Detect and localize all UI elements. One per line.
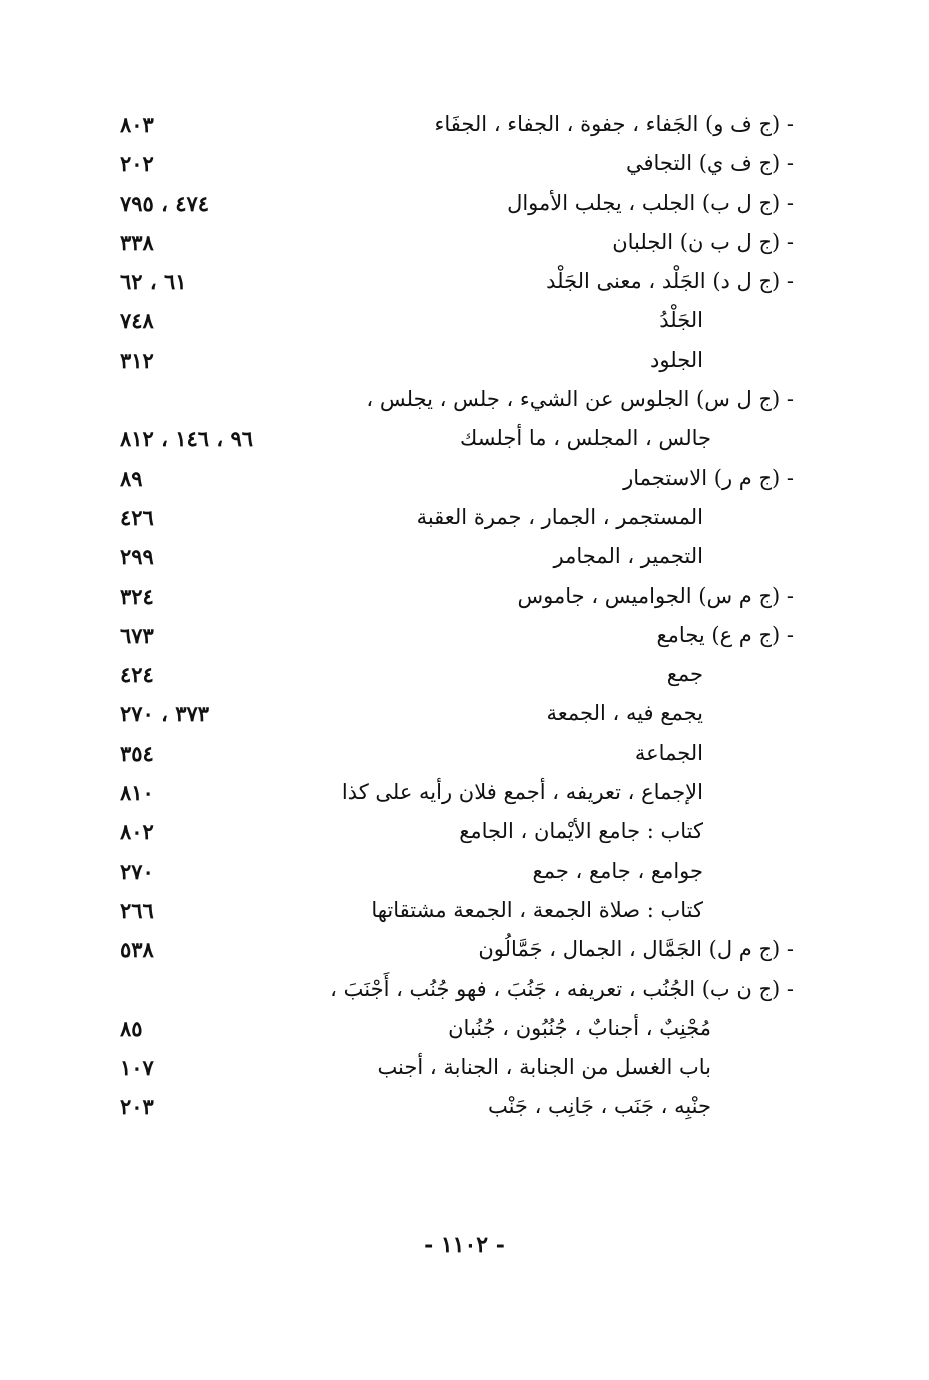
index-entry: [0, 812, 929, 851]
index-entries: [0, 105, 929, 1127]
entry-pages: ٢٠٢: [120, 151, 154, 177]
entry-text: مُجْنِبٌ ، أجنابٌ ، جُنُبُون ، جُنُبان: [448, 1015, 711, 1040]
entry-text: - (ج م ع) يجامع: [656, 622, 794, 647]
entry-text: جمع: [666, 662, 703, 687]
entry-text: باب الغسل من الجنابة ، الجنابة ، أجنب: [377, 1055, 711, 1080]
entry-pages: ١٠٧: [120, 1055, 154, 1081]
index-entry: [0, 105, 929, 144]
entry-text: جالس ، المجلس ، ما أجلسك: [460, 426, 711, 451]
index-entry: [0, 144, 929, 183]
entry-text: - (ج م س) الجواميس ، جاموس: [517, 583, 794, 608]
entry-pages: ٦١ ، ٦٢: [120, 269, 187, 295]
entry-pages: ٦٧٣: [120, 622, 154, 648]
index-entry: [0, 301, 929, 340]
entry-pages: ٢٧٠: [120, 858, 154, 884]
index-entry: [0, 773, 929, 812]
entry-text: المستجمر ، الجمار ، جمرة العقبة: [416, 504, 703, 529]
entry-pages: ٧٤٨: [120, 308, 154, 334]
entry-text: - (ج ل ب) الجلب ، يجلب الأموال: [507, 190, 794, 215]
index-entry: [0, 419, 929, 458]
index-entry: [0, 655, 929, 694]
entry-pages: ٩٦ ، ١٤٦ ، ٨١٢: [120, 426, 254, 452]
entry-pages: ٣٧٣ ، ٢٧٠: [120, 701, 210, 727]
index-entry: [0, 616, 929, 655]
entry-text: - (ج م ر) الاستجمار: [623, 465, 794, 490]
entry-pages: ٨٩: [120, 465, 143, 491]
index-entry: [0, 930, 929, 969]
index-entry: [0, 970, 929, 1009]
index-entry: [0, 184, 929, 223]
index-entry: [0, 380, 929, 419]
entry-text: التجمير ، المجامر: [553, 544, 703, 569]
index-entry: [0, 577, 929, 616]
entry-pages: ٣٣٨: [120, 229, 154, 255]
entry-pages: ٣٥٤: [120, 740, 154, 766]
index-entry: [0, 459, 929, 498]
entry-text: - (ج ل د) الجَلْد ، معنى الجَلْد: [546, 269, 794, 294]
entry-pages: ٨١٠: [120, 780, 154, 806]
entry-text: كتاب : صلاة الجمعة ، الجمعة مشتقاتها: [371, 897, 703, 922]
entry-text: - (ج م ل) الجَمَّال ، الجمال ، جَمَّالُون: [478, 937, 794, 962]
entry-pages: ٥٣٨: [120, 937, 154, 963]
entry-text: كتاب : جامع الأيْمان ، الجامع: [459, 819, 703, 844]
index-entry: [0, 734, 929, 773]
index-entry: [0, 1087, 929, 1126]
entry-pages: ٣٢٤: [120, 583, 154, 609]
entry-text: الجماعة: [634, 740, 703, 765]
entry-pages: ٤٢٤: [120, 662, 154, 688]
index-entry: [0, 891, 929, 930]
index-entry: [0, 262, 929, 301]
entry-text: الإجماع ، تعريفه ، أجمع فلان رأيه على كذا: [341, 780, 703, 805]
index-entry: [0, 1009, 929, 1048]
entry-text: - (ج ل ب ن) الجلبان: [612, 229, 794, 254]
entry-pages: ٢٠٣: [120, 1094, 154, 1120]
entry-text: - (ج ف ي) التجافي: [625, 151, 794, 176]
entry-text: - (ج ل س) الجلوس عن الشيء ، جلس ، يجلس ،: [366, 387, 794, 412]
entry-pages: ٣١٢: [120, 347, 154, 373]
index-entry: [0, 852, 929, 891]
entry-pages: ٤٢٦: [120, 504, 154, 530]
entry-pages: ٨٥: [120, 1015, 143, 1041]
entry-text: يجمع فيه ، الجمعة: [546, 701, 703, 726]
entry-pages: ٢٩٩: [120, 544, 154, 570]
index-entry: [0, 223, 929, 262]
index-entry: [0, 1048, 929, 1087]
entry-text: جوامع ، جامع ، جمع: [532, 858, 703, 883]
entry-pages: ٤٧٤ ، ٧٩٥: [120, 190, 210, 216]
entry-pages: ٨٠٣: [120, 112, 154, 137]
entry-text: الجلود: [650, 347, 703, 372]
index-entry: [0, 694, 929, 733]
page-number: - ١١٠٢ -: [424, 1232, 505, 1258]
index-entry: [0, 537, 929, 576]
entry-text: - (ج ف و) الجَفاء ، جفوة ، الجفاء ، الجفَاء: [434, 112, 794, 136]
entry-text: جنْبِه ، جَنَب ، جَانِب ، جَنْب: [487, 1094, 711, 1119]
entry-pages: ٢٦٦: [120, 897, 154, 923]
entry-text: - (ج ن ب) الجُنُب ، تعريفه ، جَنُبَ ، فهو جُنُب ، أَجْنَبَ ،: [330, 976, 794, 1001]
index-entry: [0, 498, 929, 537]
index-entry: [0, 341, 929, 380]
entry-pages: ٨٠٢: [120, 819, 154, 845]
entry-text: الجَلْدُ: [659, 308, 703, 333]
